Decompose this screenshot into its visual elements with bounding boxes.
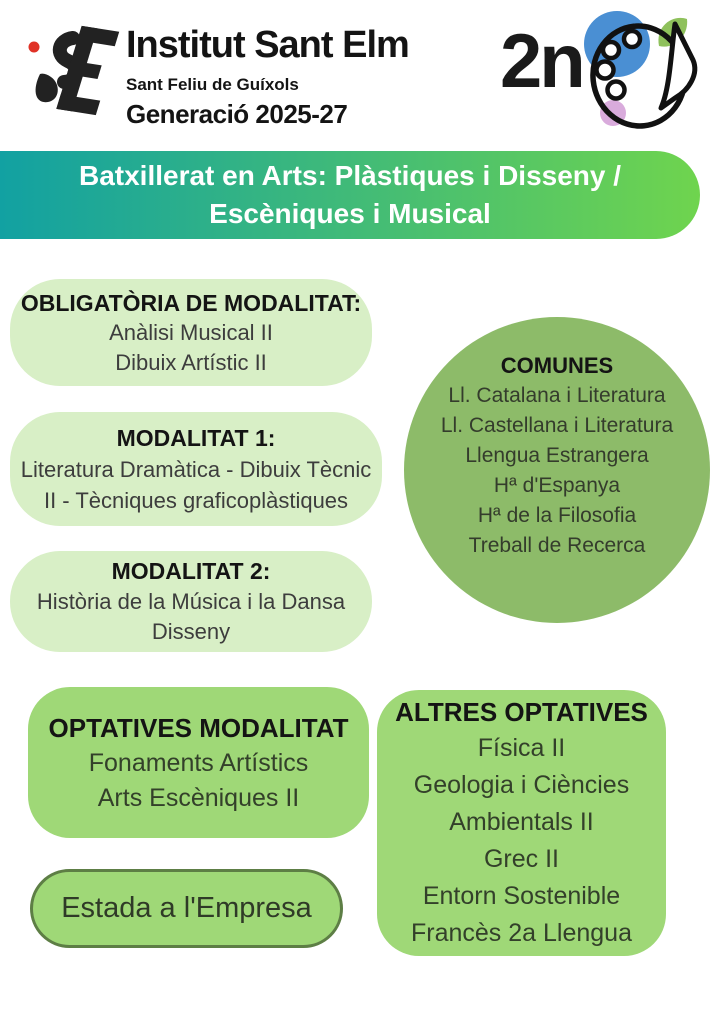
subject: Ll. Catalana i Literatura bbox=[448, 384, 666, 407]
subject: Treball de Recerca bbox=[468, 534, 646, 557]
subject: Dibuix Artístic II bbox=[115, 349, 267, 375]
program-title-line2: Escèniques i Musical bbox=[209, 198, 491, 229]
subject: Hª de la Filosofia bbox=[477, 504, 637, 527]
ise-logo-icon bbox=[26, 18, 122, 126]
section-modalitat-2 bbox=[10, 551, 372, 652]
subject: Física II bbox=[477, 734, 566, 762]
section-optatives-modalitat bbox=[28, 687, 369, 838]
subject: Ll. Castellana i Literatura bbox=[440, 414, 674, 437]
subject: Estada a l'Empresa bbox=[61, 892, 312, 924]
section-title: OPTATIVES MODALITAT bbox=[48, 712, 349, 743]
subject: Geologia i Ciències bbox=[413, 771, 630, 799]
section-title: MODALITAT 1: bbox=[116, 425, 276, 451]
section-obligatoria-modalitat bbox=[10, 279, 372, 386]
section-title: ALTRES OPTATIVES bbox=[395, 697, 648, 727]
subject: II - Tècniques graficoplàstiques bbox=[43, 488, 349, 513]
program-title-line1: Batxillerat en Arts: Plàstiques i Disseny / bbox=[78, 160, 622, 191]
subject: Literatura Dramàtica - Dibuix Tècnic bbox=[20, 457, 372, 482]
grade-badge: 2n bbox=[500, 19, 583, 104]
school-identity bbox=[126, 26, 409, 130]
section-estada-empresa bbox=[30, 869, 343, 948]
subject: Francès 2a Llengua bbox=[411, 919, 632, 947]
subject: Entorn Sostenible bbox=[422, 882, 621, 910]
section-title: COMUNES bbox=[500, 353, 614, 378]
subject: Llengua Estrangera bbox=[465, 444, 649, 467]
section-title: OBLIGATÒRIA DE MODALITAT: bbox=[20, 289, 362, 316]
subject: Arts Escèniques II bbox=[97, 783, 300, 812]
subject: Grec II bbox=[483, 845, 559, 873]
subject: Disseny bbox=[151, 619, 231, 644]
section-altres-optatives bbox=[377, 690, 666, 956]
section-modalitat-1 bbox=[10, 412, 382, 526]
subject: Ambientals II bbox=[449, 808, 594, 836]
paint-palette-icon bbox=[575, 10, 715, 134]
program-title-banner bbox=[0, 151, 700, 239]
school-location: Sant Feliu de Guíxols bbox=[126, 74, 299, 94]
section-comunes bbox=[404, 317, 710, 623]
subject: Hª d'Espanya bbox=[493, 474, 621, 497]
school-generation: Generació 2025-27 bbox=[126, 98, 348, 129]
school-name: Institut Sant Elm bbox=[126, 24, 409, 66]
subject: Anàlisi Musical II bbox=[109, 319, 273, 345]
subject: Fonaments Artístics bbox=[88, 748, 309, 777]
section-title: MODALITAT 2: bbox=[111, 558, 271, 584]
subject: Història de la Música i la Dansa bbox=[36, 589, 346, 614]
